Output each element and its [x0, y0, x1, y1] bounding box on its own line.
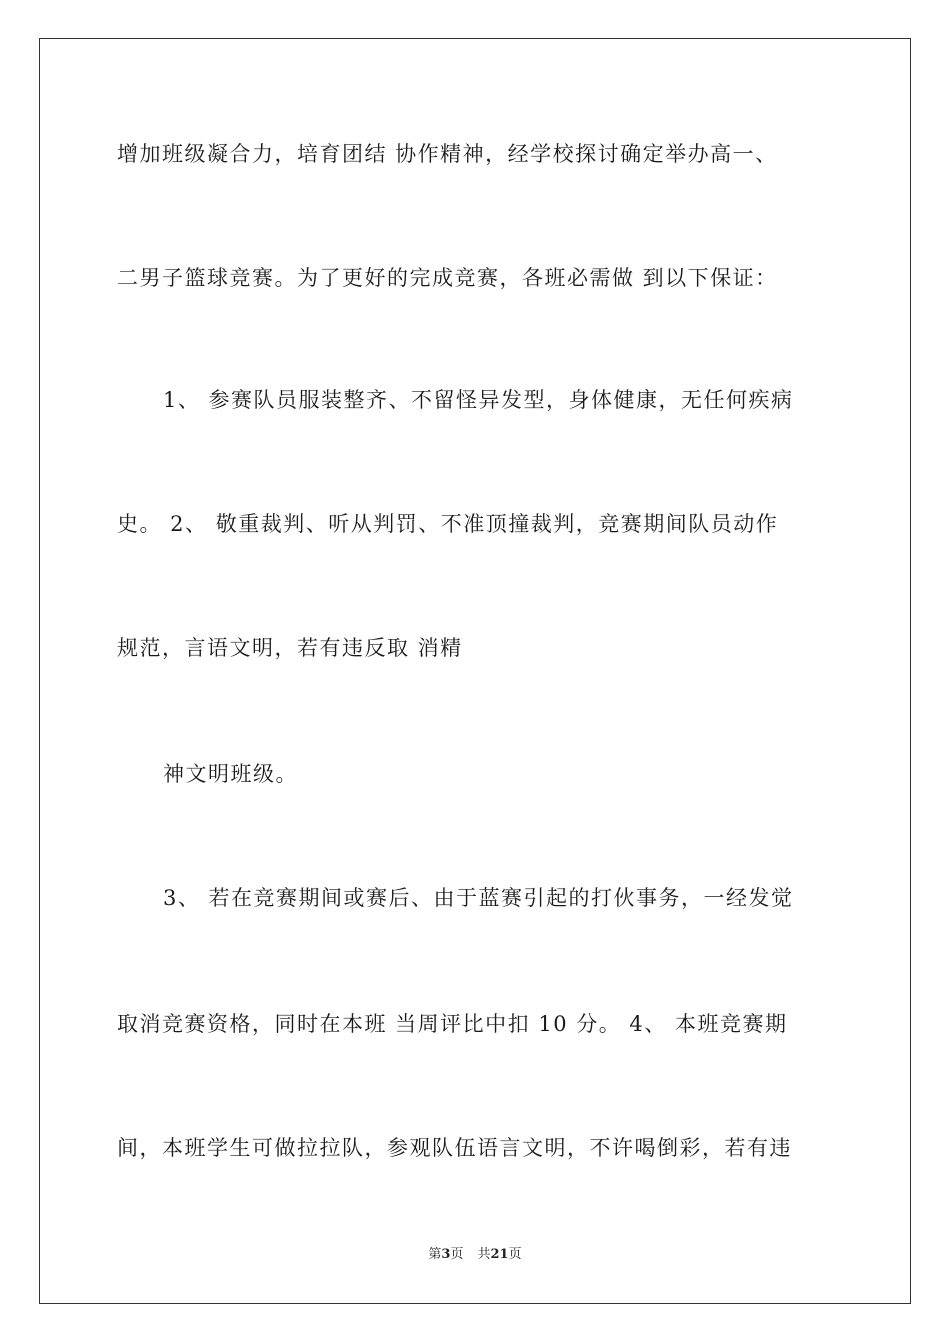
text-line-9: 间，本班学生可做拉拉队，参观队伍语言文明，不许喝倒彩，若有违: [117, 1136, 792, 1160]
total-suffix: 页: [508, 1247, 522, 1262]
page-number: 3: [441, 1247, 451, 1262]
text-line-3: 1、 参赛队员服装整齐、不留怪异发型，身体健康，无任何疾病: [163, 388, 794, 412]
text-line-4: 史。 2、 敬重裁判、听从判罚、不准顶撞裁判，竞赛期间队员动作: [117, 512, 779, 536]
text-line-8: 取消竞赛资格，同时在本班 当周评比中扣 10 分。 4、 本班竞赛期: [117, 1012, 788, 1036]
text-line-5: 规范，言语文明，若有违反取 消精: [117, 636, 463, 660]
page-prefix: 第: [428, 1247, 442, 1262]
total-pages: 21: [490, 1247, 509, 1262]
text-line-1: 增加班级凝合力，培育团结 协作精神，经学校探讨确定举办高一、: [117, 142, 778, 166]
page-suffix: 页: [450, 1247, 464, 1262]
text-line-7: 3、 若在竞赛期间或赛后、由于蓝赛引起的打伙事务，一经发觉: [163, 886, 794, 910]
text-line-6: 神文明班级。: [163, 762, 298, 786]
page-footer: [0, 1246, 950, 1264]
total-prefix: 共: [477, 1247, 491, 1262]
text-line-2: 二男子篮球竞赛。为了更好的完成竞赛，各班必需做 到以下保证：: [117, 266, 778, 290]
page-border: [39, 38, 911, 1304]
